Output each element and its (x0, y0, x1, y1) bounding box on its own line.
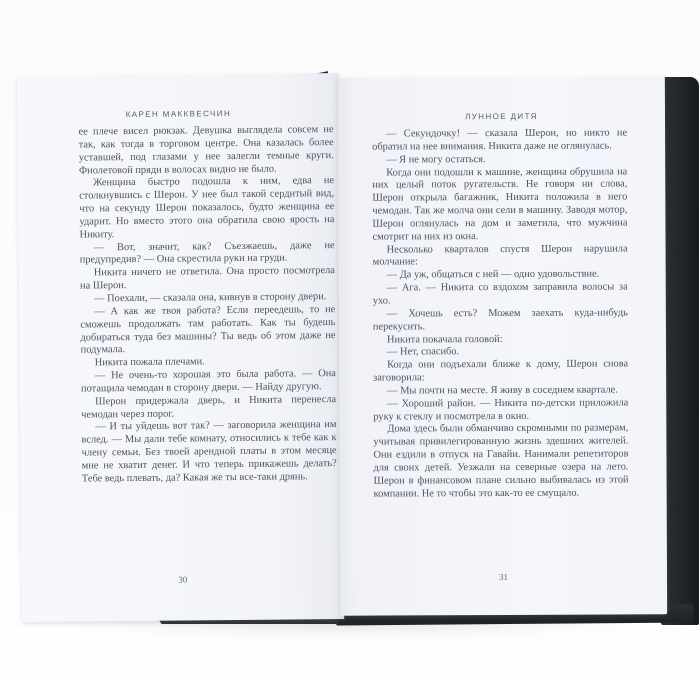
paragraph: ее плече висел рюкзак. Девушка выглядела совсем не так, как тогда в торговом центре. Она казалась более уставшей, под глазами у нее залегли темные круги. Фиолетовой пряди в волосах видно не было. (78, 124, 334, 177)
paragraph: Шерон придержала дверь, и Никита перенесла чемодан через порог. (81, 393, 337, 421)
paragraph: — И ты уйдешь вот так? — заговорила женщина им вслед. — Мы дали тебе комнату, относились к тебе как к члену семьи. Без твоей арендной платы в этом месяце мне не хватит денег. И что теперь прикажешь делать? Тебе ведь плевать, да? Какая же ты все-таки дрянь. (81, 419, 337, 485)
paragraph: — Хороший район. — Никита по-детски приложила руку к стеклу и посмотрела в окно. (373, 397, 629, 423)
left-page-text (79, 124, 337, 486)
paragraph: — Хочешь есть? Можем заехать куда-нибудь перекусить. (372, 307, 628, 333)
paragraph: — А как же твоя работа? Если переедешь, то не сможешь продолжать там работать. Как ты будешь добираться туда без машины? Ты ведь об этом даже не подумала. (80, 303, 336, 356)
running-head-author: КАРЕН МАККВЕСЧИН (125, 109, 232, 120)
paragraph: — Нет, спасибо. (387, 346, 460, 358)
paragraph: Никита покачала головой: (386, 333, 503, 346)
paragraph: Женщина быстро подошла к ним, едва не столкнувшись с Шерон. У нее был такой сердитый вид, что на секунду Шерон показалось, будто женщина ее ударит. Но вместо этого она обратила свою ярость на Никиту. (79, 175, 335, 241)
paragraph: Никита пожала плечами. (94, 356, 205, 369)
right-page-text (372, 127, 629, 501)
right-page (338, 76, 667, 615)
paragraph: — Поехали, — сказала она, кивнув в сторону двери. (94, 291, 327, 305)
paragraph: — Не очень-то хорошая это была работа. — Она потащила чемодан в сторону двери. — Найду другую. (80, 368, 336, 395)
paragraph: — Секундочку! — сказала Шерон, но никто не обратил на нее внимания. Никита даже не оглянулась. (372, 127, 628, 153)
paragraph: — Я не могу остаться. (386, 153, 486, 166)
paragraph: — Вот, значит, как? Съезжаешь, даже не предупредив? — Она скрестила руки на груди. (79, 239, 335, 266)
paragraph: Дома здесь были обманчиво скромными по размерам, учитывая привилегированную жизнь здешних жителей. Они ездили в отпуск на Гавайи. Нанимали репетиторов для своих детей. Уезжали на северные озера на лето. Шерон в финансовом плане сильно выбивалась из этой компании. Не то чтобы это как-то ее смущало. (373, 422, 629, 500)
paragraph: — Мы почти на месте. Я живу в соседнем квартале. (387, 384, 618, 397)
paragraph: — Да уж, общаться с ней — одно удовольствие. (386, 268, 600, 281)
page-number-right: 31 (498, 571, 509, 583)
paragraph: Несколько кварталов спустя Шерон нарушила молчание: (372, 243, 628, 269)
left-page (17, 73, 344, 622)
running-head-title: ЛУННОЕ ДИТЯ (465, 111, 538, 122)
paragraph: — Ага. — Никита со вздохом заправила волосы за ухо. (372, 281, 628, 307)
paragraph: Никита ничего не ответила. Она просто посмотрела на Шерон. (79, 265, 335, 292)
paragraph: Когда они подъехали ближе к дому, Шерон снова заговорила: (373, 358, 629, 384)
paragraph: Когда они подошли к машине, женщина обрушила на них целый поток ругательств. Не говоря ни слова, Шерон открыла багажник, Никита положила в него чемодан. Так же молча они сели в машину. Заводя мотор, Шерон оглянулась на дом и заметила, что мужчина смотрит на них из окна. (372, 165, 628, 243)
page-number-left: 30 (178, 574, 188, 585)
